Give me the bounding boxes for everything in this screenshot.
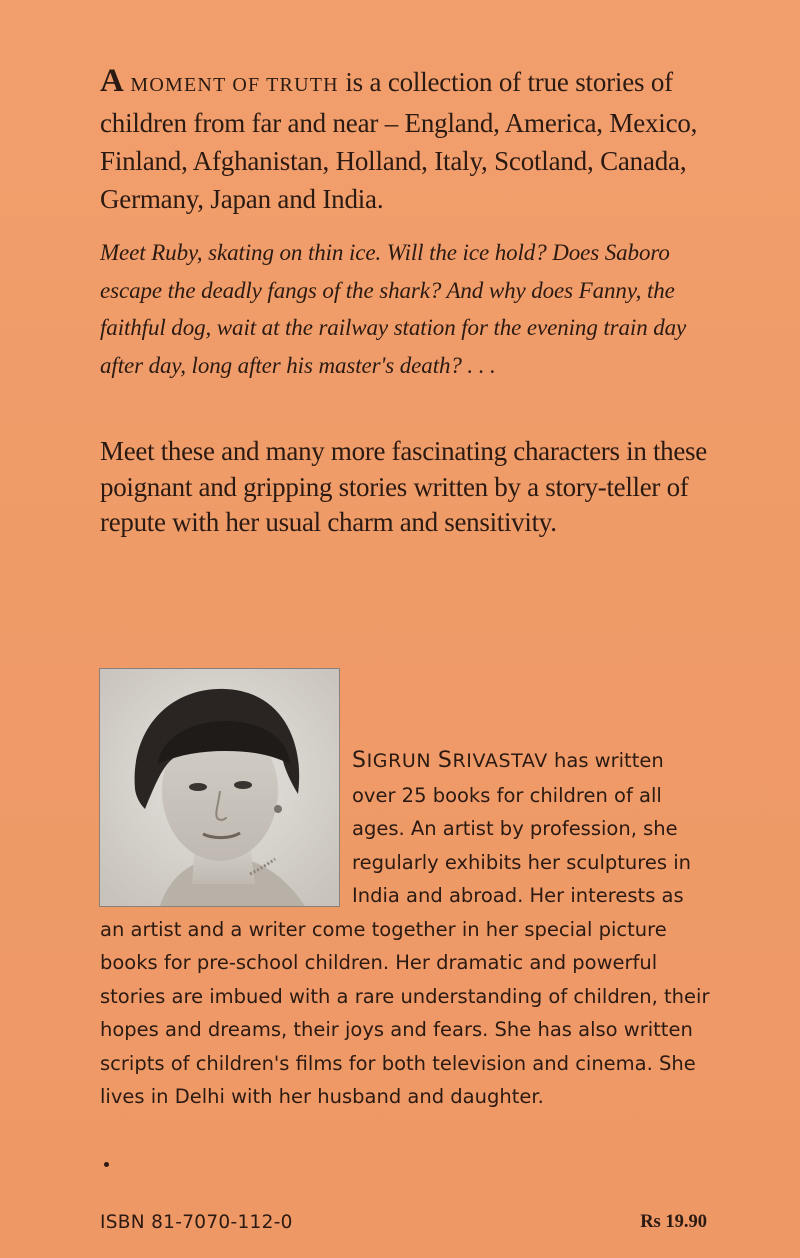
- intro-text: is a collection of true stories of children from far and near – England, America, Mexico, Finland, Afghanistan, Holland, Italy, Scotland, Canada, Germany, Japan and India.: [100, 67, 698, 214]
- author-bio: [100, 744, 710, 1114]
- photo-wrap-spacer: [100, 744, 352, 912]
- print-speck: [104, 1162, 109, 1167]
- isbn: ISBN 81-7070-112-0: [100, 1212, 293, 1233]
- book-title-caps: MOMENT OF TRUTH: [130, 74, 339, 96]
- author-name: SIGRUN SRIVASTAV: [352, 748, 548, 773]
- intro-paragraph: [100, 62, 715, 218]
- closing-paragraph: Meet these and many more fascinating characters in these poignant and gripping stories written by a story-teller of repute with her usual charm and sensitivity.: [100, 436, 707, 537]
- author-bio-text: has written over 25 books for children of all ages. An artist by profession, she regularly exhibits her sculptures in India and abroad. Her interests as an artist and a writer come together in her special picture books for pre-school children. Her dramatic and powerful stories are imbued with a rare understanding of children, their hopes and dreams, their joys and fears. She has also written scripts of children's films for both television and cinema. She lives in Delhi with her husband and daughter.: [100, 749, 710, 1108]
- drop-cap: A: [100, 63, 124, 99]
- price: Rs 19.90: [640, 1212, 707, 1232]
- teaser-paragraph: Meet Ruby, skating on thin ice. Will the ice hold? Does Saboro escape the deadly fangs of the shark? And why does Fanny, the faithful dog, wait at the railway station for the evening train day after day, long after his master's death? . . .: [100, 240, 687, 378]
